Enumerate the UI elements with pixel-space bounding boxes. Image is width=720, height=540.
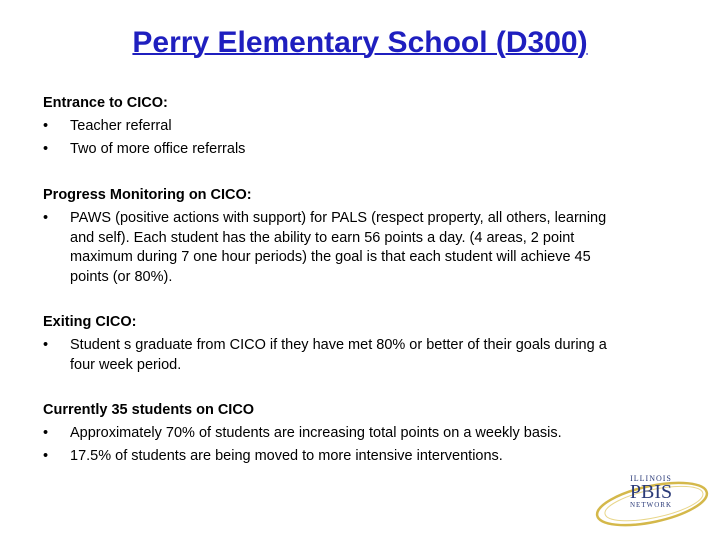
- bullet-text-line: 17.5% of students are being moved to more intensive interventions.: [70, 448, 503, 464]
- bullet-icon: •: [43, 448, 49, 464]
- slide-title: Perry Elementary School (D300): [132, 26, 588, 59]
- bullet-icon: •: [43, 118, 49, 134]
- section-heading: Currently 35 students on CICO: [43, 402, 255, 418]
- logo-text: ILLINOIS PBIS NETWORK: [629, 474, 673, 509]
- bullet-text-line: Student s graduate from CICO if they have met 80% or better of their goals during a: [70, 337, 607, 353]
- section-heading: Exiting CICO:: [43, 314, 137, 330]
- section-heading: Entrance to CICO:: [43, 95, 168, 111]
- bullet-text-line: Two of more office referrals: [70, 141, 246, 157]
- bullet-icon: •: [43, 425, 49, 441]
- bullet-text-line: four week period.: [70, 356, 182, 373]
- bullet-text-line: Teacher referral: [70, 118, 172, 134]
- bullet-text-line: maximum during 7 one hour periods) the goal is that each student will achieve 45: [70, 249, 591, 265]
- bullet-icon: •: [43, 337, 49, 353]
- bullet-text-line: PAWS (positive actions with support) for PALS (respect property, all others, learning: [70, 210, 607, 226]
- bullet-text-line: and self). Each student has the ability to earn 56 points a day. (4 areas, 2 point: [70, 229, 575, 246]
- section-heading: Progress Monitoring on CICO:: [43, 187, 252, 203]
- bullet-text-line: Approximately 70% of students are increasing total points on a weekly basis.: [70, 425, 562, 441]
- bullet-icon: •: [43, 210, 49, 226]
- bullet-text-line: points (or 80%).: [70, 268, 173, 285]
- bullet-icon: •: [43, 141, 49, 157]
